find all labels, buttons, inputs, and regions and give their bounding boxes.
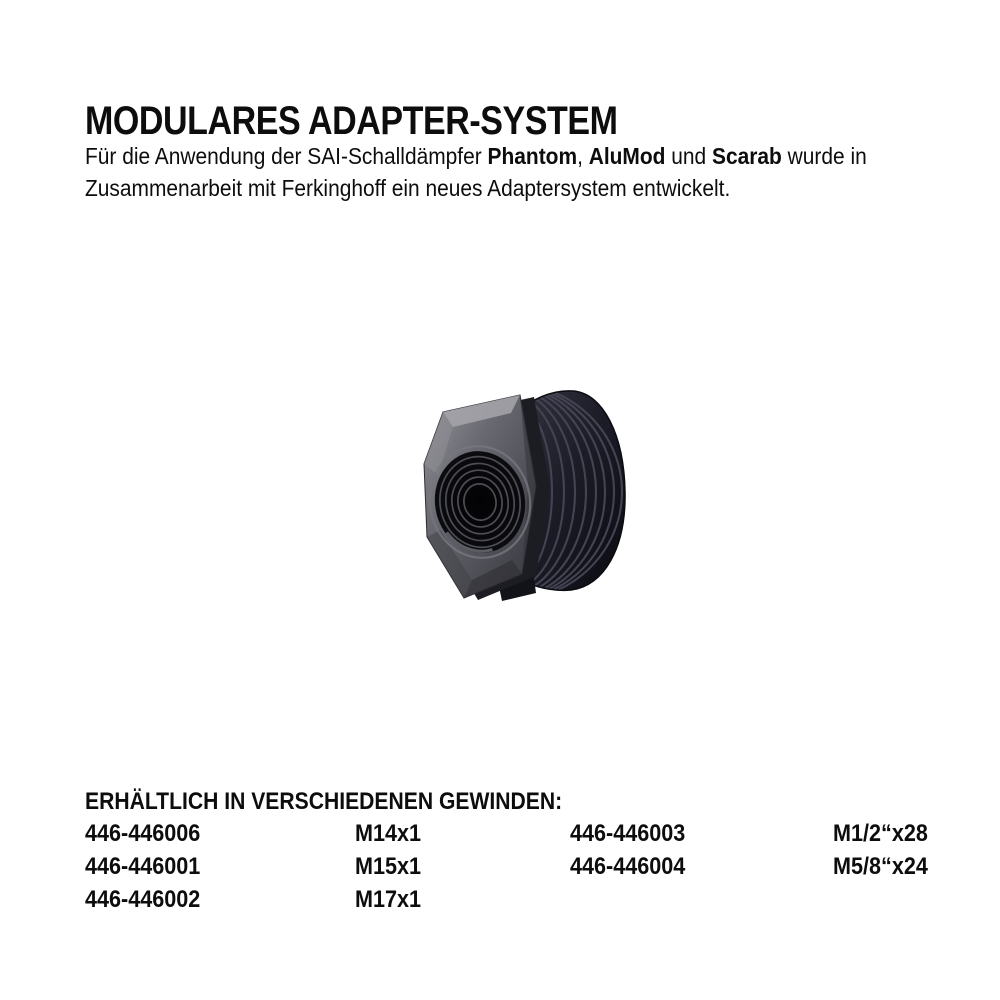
thread-table	[85, 817, 1000, 916]
page-title	[85, 98, 712, 143]
threads-section-heading: ERHÄLTLICH IN VERSCHIEDENEN GEWINDEN:	[85, 787, 563, 815]
adapter-product-photo	[398, 380, 638, 610]
thread-cell: M1/2“x28	[833, 820, 928, 847]
intro-text: wurde in	[781, 143, 867, 169]
intro-text: ,	[577, 143, 589, 169]
intro-paragraph	[85, 140, 944, 204]
product-name-phantom: Phantom	[487, 143, 578, 169]
sku-cell: 446-446001	[85, 853, 201, 880]
product-name-scarab: Scarab	[711, 143, 782, 169]
intro-text: Für die Anwendung der SAI-Schalldämpfer	[85, 143, 488, 169]
intro-line-2	[85, 172, 944, 204]
product-name-alumod: AluMod	[588, 143, 666, 169]
thread-cell: M14x1	[355, 820, 422, 847]
sku-cell	[570, 883, 833, 916]
intro-text: Zusammenarbeit mit Ferkinghoff ein neues Adaptersystem entwickelt.	[85, 175, 731, 201]
page-title-text: MODULARES ADAPTER-SYSTEM	[85, 98, 618, 143]
sku-cell: 446-446004	[570, 853, 686, 880]
sku-cell: 446-446002	[85, 886, 201, 913]
sku-cell: 446-446006	[85, 820, 201, 847]
intro-line-1	[85, 140, 944, 172]
thread-cell: M5/8“x24	[833, 853, 928, 880]
thread-cell: M15x1	[355, 853, 422, 880]
intro-text: und	[665, 143, 712, 169]
sku-cell: 446-446003	[570, 820, 686, 847]
thread-cell	[833, 883, 1000, 916]
thread-cell: M17x1	[355, 886, 422, 913]
